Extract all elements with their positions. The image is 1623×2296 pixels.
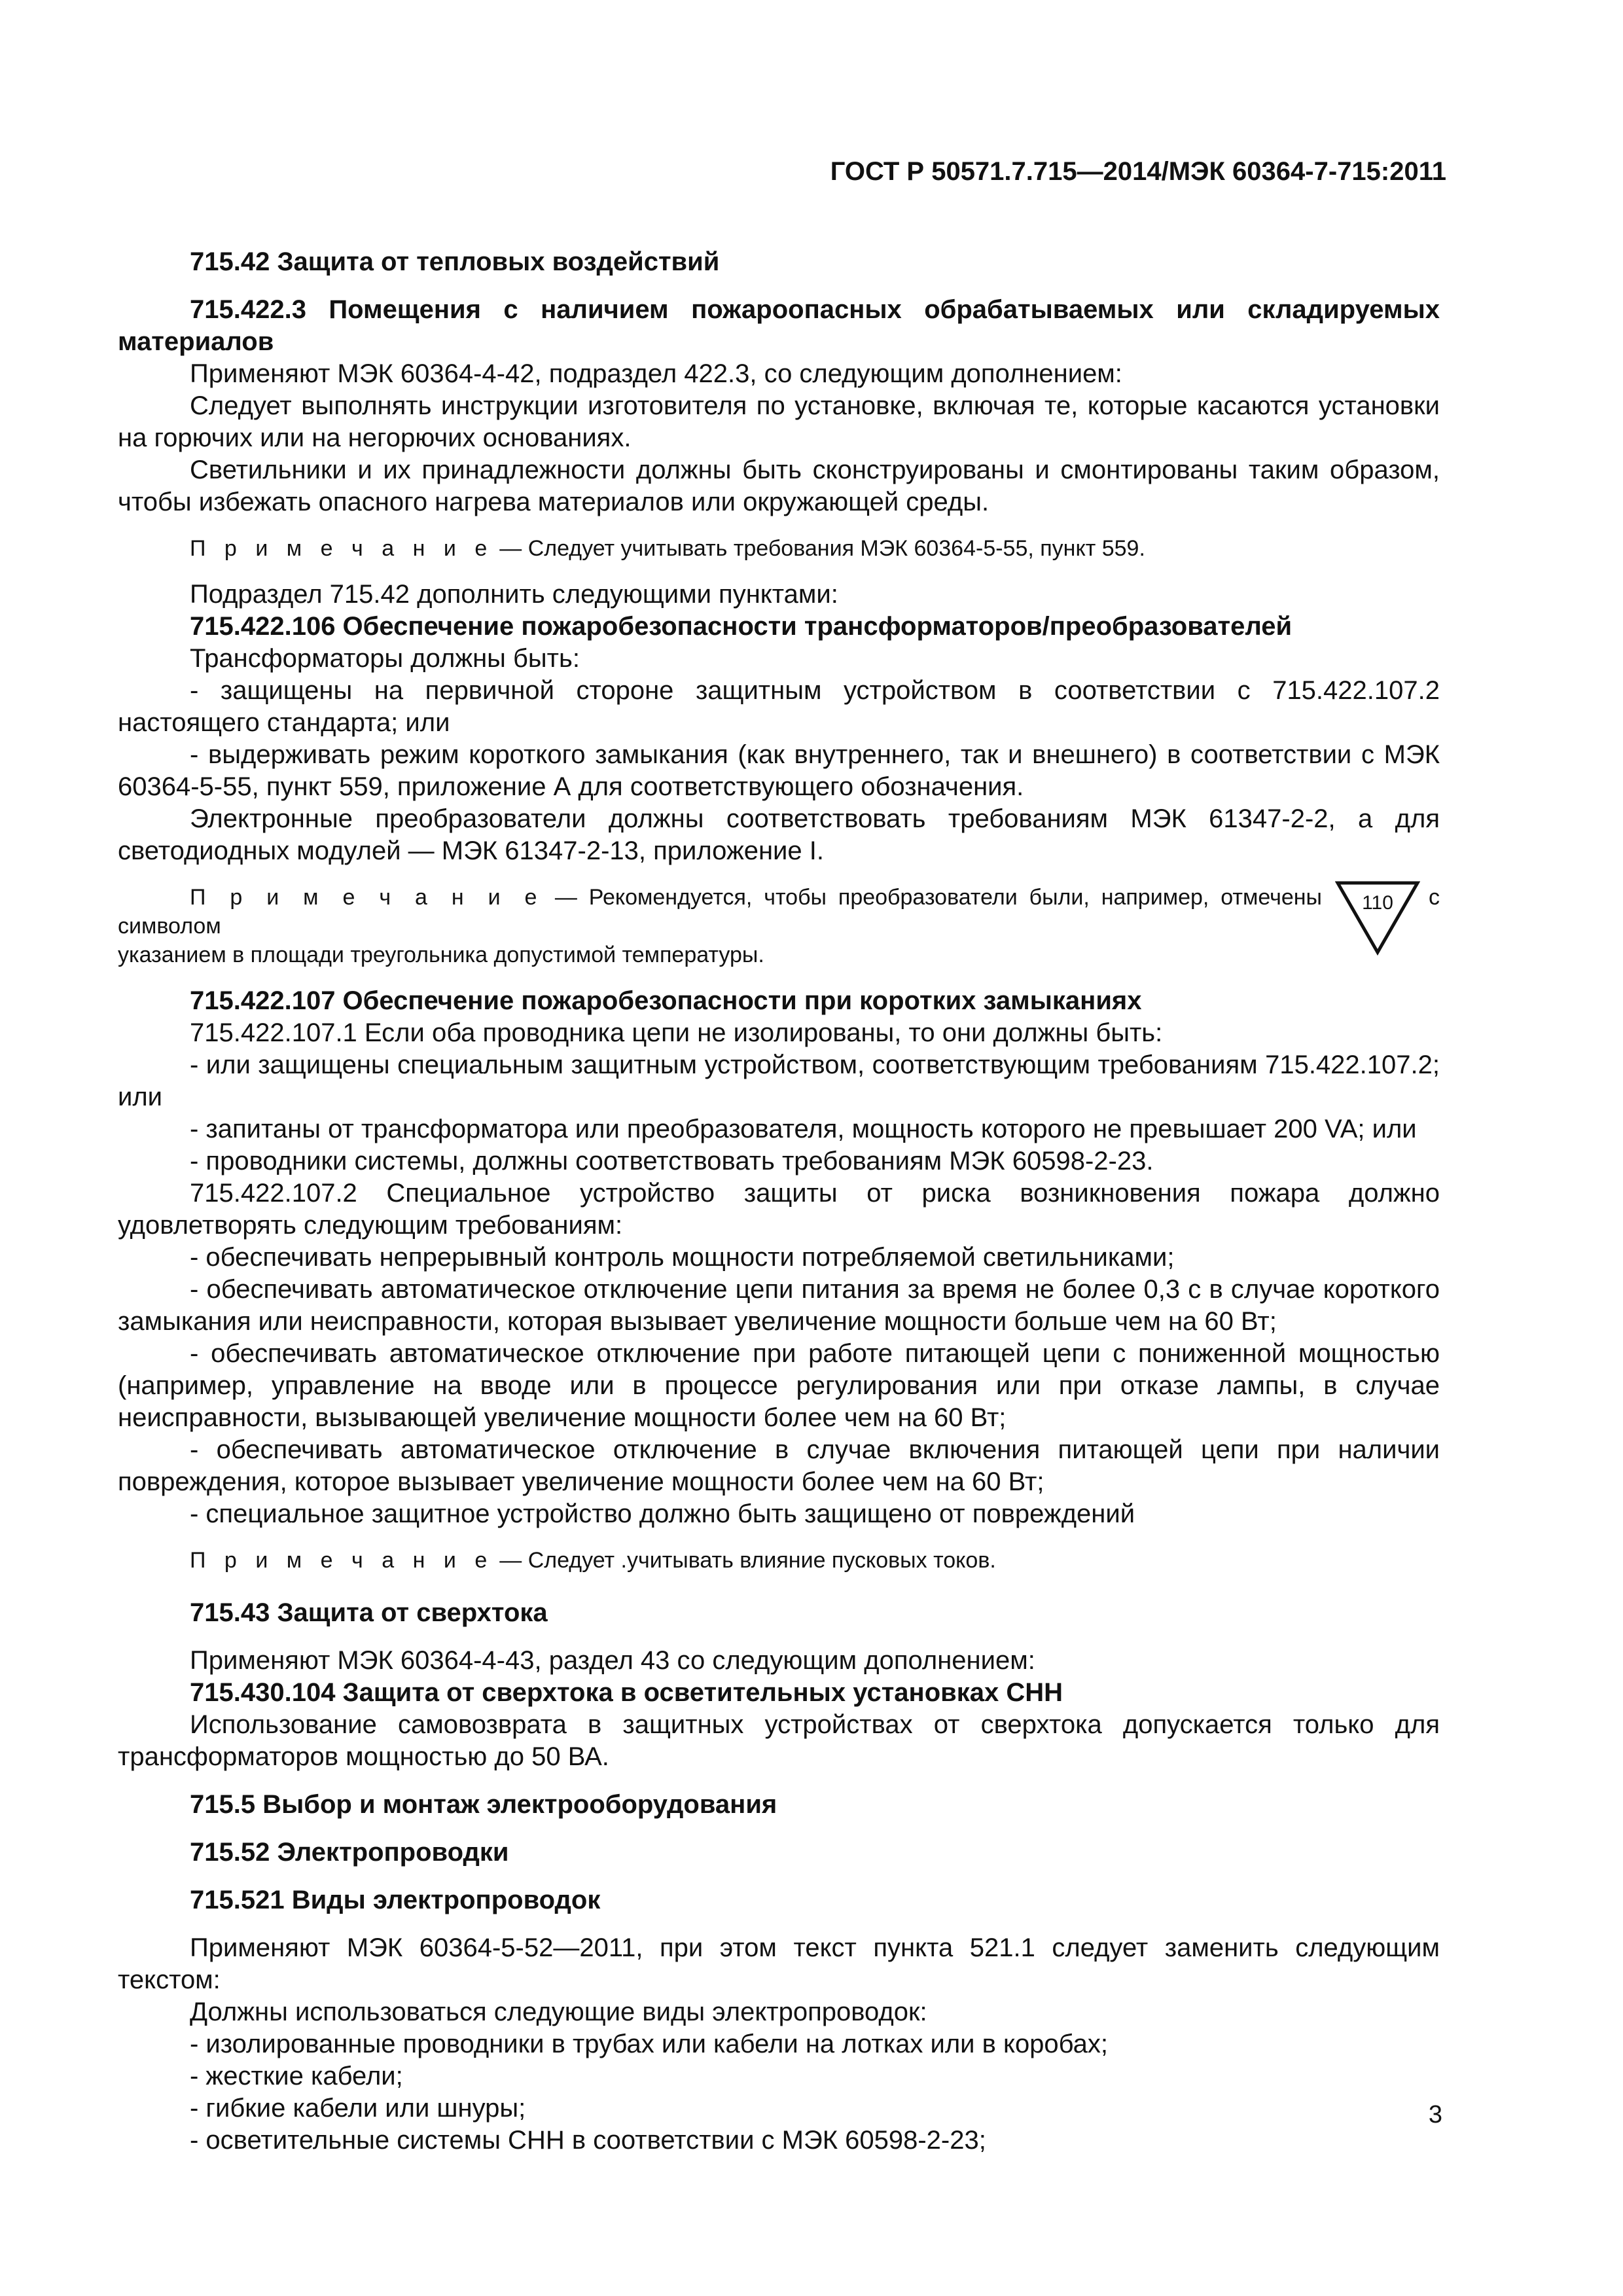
- body-paragraph: - специальное защитное устройство должно быть защищено от повреждений: [190, 1499, 1135, 1528]
- body-paragraph: Светильники и их принадлежности должны быть сконструированы и смонтированы таким образом, чтобы избежать опасного нагрева материалов или окружающей среды.: [118, 456, 1440, 516]
- body-paragraph: 715.422.107.1 Если оба проводника цепи не изолированы, то они должны быть:: [190, 1018, 1163, 1047]
- body-paragraph: - защищены на первичной стороне защитным устройством в соответствии с 715.422.107.2 настоящего стандарта; или: [118, 676, 1440, 737]
- body-paragraph: Электронные преобразователи должны соответствовать требованиям МЭК 61347-2-2, а для светодиодных модулей — МЭК 61347-2-13, приложение I.: [118, 804, 1440, 865]
- section-heading: 715.422.107 Обеспечение пожаробезопасности при коротких замыканиях: [190, 986, 1142, 1015]
- body-paragraph: - обеспечивать автоматическое отключение при работе питающей цепи с пониженной мощностью (например, управление на вводе или в процессе регулирования или при отказе лампы, в случае неисправности, вызывающей увеличение мощности более чем на 60 Вт;: [118, 1339, 1440, 1432]
- body-paragraph: - выдерживать режим короткого замыкания (как внутреннего, так и внешнего) в соответствии с МЭК 60364-5-55, пункт 559, приложение А для соответствующего обозначения.: [118, 740, 1440, 801]
- body-paragraph: Должны использоваться следующие виды электропроводок:: [190, 1998, 927, 2026]
- page-number: 3: [1428, 2101, 1442, 2128]
- note-paragraph: [118, 1546, 1440, 1575]
- section-heading: 715.430.104 Защита от сверхтока в осветительных установках СНН: [190, 1678, 1063, 1707]
- body-paragraph: Применяют МЭК 60364-4-42, подраздел 422.3, со следующим дополнением:: [190, 359, 1122, 388]
- body-paragraph: - гибкие кабели или шнуры;: [190, 2094, 526, 2123]
- body-paragraph: - запитаны от трансформатора или преобразователя, мощность которого не превышает 200 VA; или: [190, 1115, 1417, 1143]
- note-text: — Следует учитывать требования МЭК 60364-5-55, пункт 559.: [499, 536, 1145, 561]
- note-label: П р и м е ч а н и е: [190, 536, 493, 561]
- body-paragraph: Применяют МЭК 60364-5-52—2011, при этом текст пункта 521.1 следует заменить следующим текстом:: [118, 1933, 1440, 1994]
- note-paragraph: [118, 883, 1440, 941]
- note-continuation: указанием в площади треугольника допустимой температуры.: [118, 942, 764, 967]
- body-paragraph: 715.422.107.2 Специальное устройство защиты от риска возникновения пожара должно удовлетворять следующим требованиям:: [118, 1179, 1440, 1240]
- body-paragraph: - обеспечивать непрерывный контроль мощности потребляемой светильниками;: [190, 1243, 1175, 1272]
- section-heading: 715.42 Защита от тепловых воздействий: [190, 247, 720, 276]
- symbol-trailing-text: с: [1429, 885, 1440, 910]
- section-heading: 715.43 Защита от сверхтока: [190, 1598, 548, 1627]
- body-paragraph: - жесткие кабели;: [190, 2062, 403, 2090]
- body-paragraph: Использование самовозврата в защитных устройствах от сверхтока допускается только для трансформаторов мощностью до 50 ВА.: [118, 1710, 1440, 1771]
- body-paragraph: - обеспечивать автоматическое отключение цепи питания за время не более 0,3 с в случае короткого замыкания или неисправности, которая вызывает увеличение мощности больше чем на 60 Вт;: [118, 1275, 1440, 1336]
- section-heading: 715.52 Электропроводки: [190, 1838, 509, 1867]
- section-heading: 715.5 Выбор и монтаж электрооборудования: [190, 1790, 777, 1819]
- body-paragraph: - проводники системы, должны соответствовать требованиям МЭК 60598-2-23.: [190, 1147, 1154, 1175]
- note-label: П р и м е ч а н и е: [190, 1548, 493, 1573]
- section-heading: 715.422.106 Обеспечение пожаробезопасности трансформаторов/преобразователей: [190, 612, 1293, 641]
- section-heading: 715.521 Виды электропроводок: [190, 1886, 601, 1914]
- note-with-symbol: [118, 883, 1440, 969]
- document-body: [118, 230, 1440, 2157]
- body-paragraph: Трансформаторы должны быть:: [190, 644, 580, 673]
- note-paragraph: [118, 534, 1440, 563]
- note-text: — Следует .учитывать влияние пусковых токов.: [499, 1548, 996, 1573]
- body-paragraph: - или защищены специальным защитным устройством, соответствующим требованиям 715.422.107.2; или: [118, 1050, 1440, 1111]
- section-heading: 715.422.3 Помещения с наличием пожароопасных обрабатываемых или складируемых материалов: [118, 295, 1440, 356]
- triangle-symbol-text: 110: [1362, 892, 1393, 914]
- body-paragraph: - обеспечивать автоматическое отключение в случае включения питающей цепи при наличии повреждения, которое вызывает увеличение мощности более чем на 60 Вт;: [118, 1435, 1440, 1496]
- body-paragraph: Подраздел 715.42 дополнить следующими пунктами:: [190, 580, 838, 609]
- body-paragraph: Следует выполнять инструкции изготовителя по установке, включая те, которые касаются установки на горючих или на негорючих основаниях.: [118, 391, 1440, 452]
- document-header: ГОСТ Р 50571.7.715—2014/МЭК 60364-7-715:2011: [830, 157, 1446, 186]
- note-label: П р и м е ч а н и е: [190, 885, 543, 910]
- body-paragraph: - осветительные системы СНН в соответствии с МЭК 60598-2-23;: [190, 2126, 986, 2155]
- body-paragraph: - изолированные проводники в трубах или кабели на лотках или в коробах;: [190, 2030, 1109, 2058]
- body-paragraph: Применяют МЭК 60364-4-43, раздел 43 со следующим дополнением:: [190, 1646, 1035, 1675]
- note-text: — Рекомендуется, чтобы преобразователи были, например, отмечены символом: [118, 885, 1322, 939]
